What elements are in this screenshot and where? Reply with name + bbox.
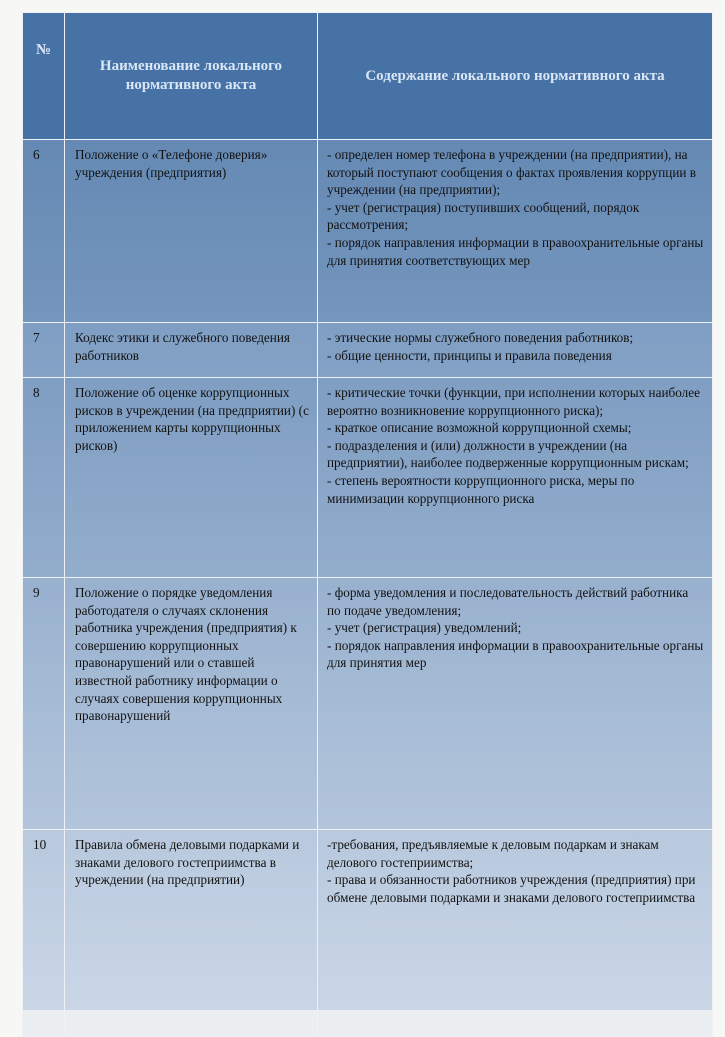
content-item: - подразделения и (или) должности в учреждении (на предприятии), наиболее подверженные коррупционным рискам; — [327, 437, 689, 471]
content-item: - общие ценности, принципы и правила поведения — [327, 347, 612, 363]
row-number: 10 — [23, 830, 65, 1037]
act-name: Положение об оценке коррупционных рисков в учреждении (на предприятии) (с приложением карты коррупционных рисков) — [65, 378, 318, 578]
table-row — [23, 578, 713, 830]
header-name: Наименование локального нормативного акта — [65, 13, 318, 140]
act-name: Положение о «Телефоне доверия» учреждения (предприятия) — [65, 140, 318, 323]
act-name: Правила обмена деловыми подарками и знаками делового гостеприимства в учреждении (на предприятии) — [65, 830, 318, 1037]
table-row — [23, 140, 713, 323]
row-number: 8 — [23, 378, 65, 578]
content-item: - порядок направления информации в правоохранительные органы для принятия мер — [327, 637, 704, 671]
table-row — [23, 323, 713, 378]
content-item: - степень вероятности коррупционного риска, меры по минимизации коррупционного риска — [327, 472, 635, 506]
act-content — [318, 140, 713, 323]
act-content — [318, 578, 713, 830]
act-name: Положение о порядке уведомления работодателя о случаях склонения работника учреждения (предприятия) к совершению коррупционных правонарушений или о ставшей известной работнику информации о случаях совершения коррупционных правонарушений — [65, 578, 318, 830]
content-item: - учет (регистрация) поступивших сообщений, порядок рассмотрения; — [327, 199, 640, 233]
document-page — [22, 12, 712, 1010]
act-content — [318, 830, 713, 1037]
content-item: - критические точки (функции, при исполнении которых наиболее вероятно возникновение коррупционного риска); — [327, 385, 700, 418]
header-content: Содержание локального нормативного акта — [318, 13, 713, 140]
row-number: 9 — [23, 578, 65, 830]
content-item: - форма уведомления и последовательность действий работника по подаче уведомления; — [327, 585, 689, 618]
content-item: -требования, предъявляемые к деловым подаркам и знакам делового гостеприимства; — [327, 837, 659, 870]
local-acts-table — [22, 12, 713, 1037]
header-number: № — [23, 13, 65, 140]
act-name: Кодекс этики и служебного поведения работников — [65, 323, 318, 378]
table-row — [23, 830, 713, 1037]
content-item: - этические нормы служебного поведения работников; — [327, 330, 634, 345]
row-number: 7 — [23, 323, 65, 378]
content-item: - определен номер телефона в учреждении (на предприятии), на который поступают сообщения о фактах проявления коррупции в учреждении (на предприятии); — [327, 147, 696, 198]
content-item: - права и обязанности работников учреждения (предприятия) при обмене деловыми подарками и знаками делового гостеприимства — [327, 872, 696, 905]
row-number: 6 — [23, 140, 65, 323]
table-header-row — [23, 13, 713, 140]
content-item: - порядок направления информации в правоохранительные органы для принятия соответствующих мер — [327, 234, 704, 268]
content-item: - краткое описание возможной коррупционной схемы; — [327, 420, 632, 436]
act-content — [318, 378, 713, 578]
table-row — [23, 378, 713, 578]
act-content — [318, 323, 713, 378]
content-item: - учет (регистрация) уведомлений; — [327, 620, 522, 636]
